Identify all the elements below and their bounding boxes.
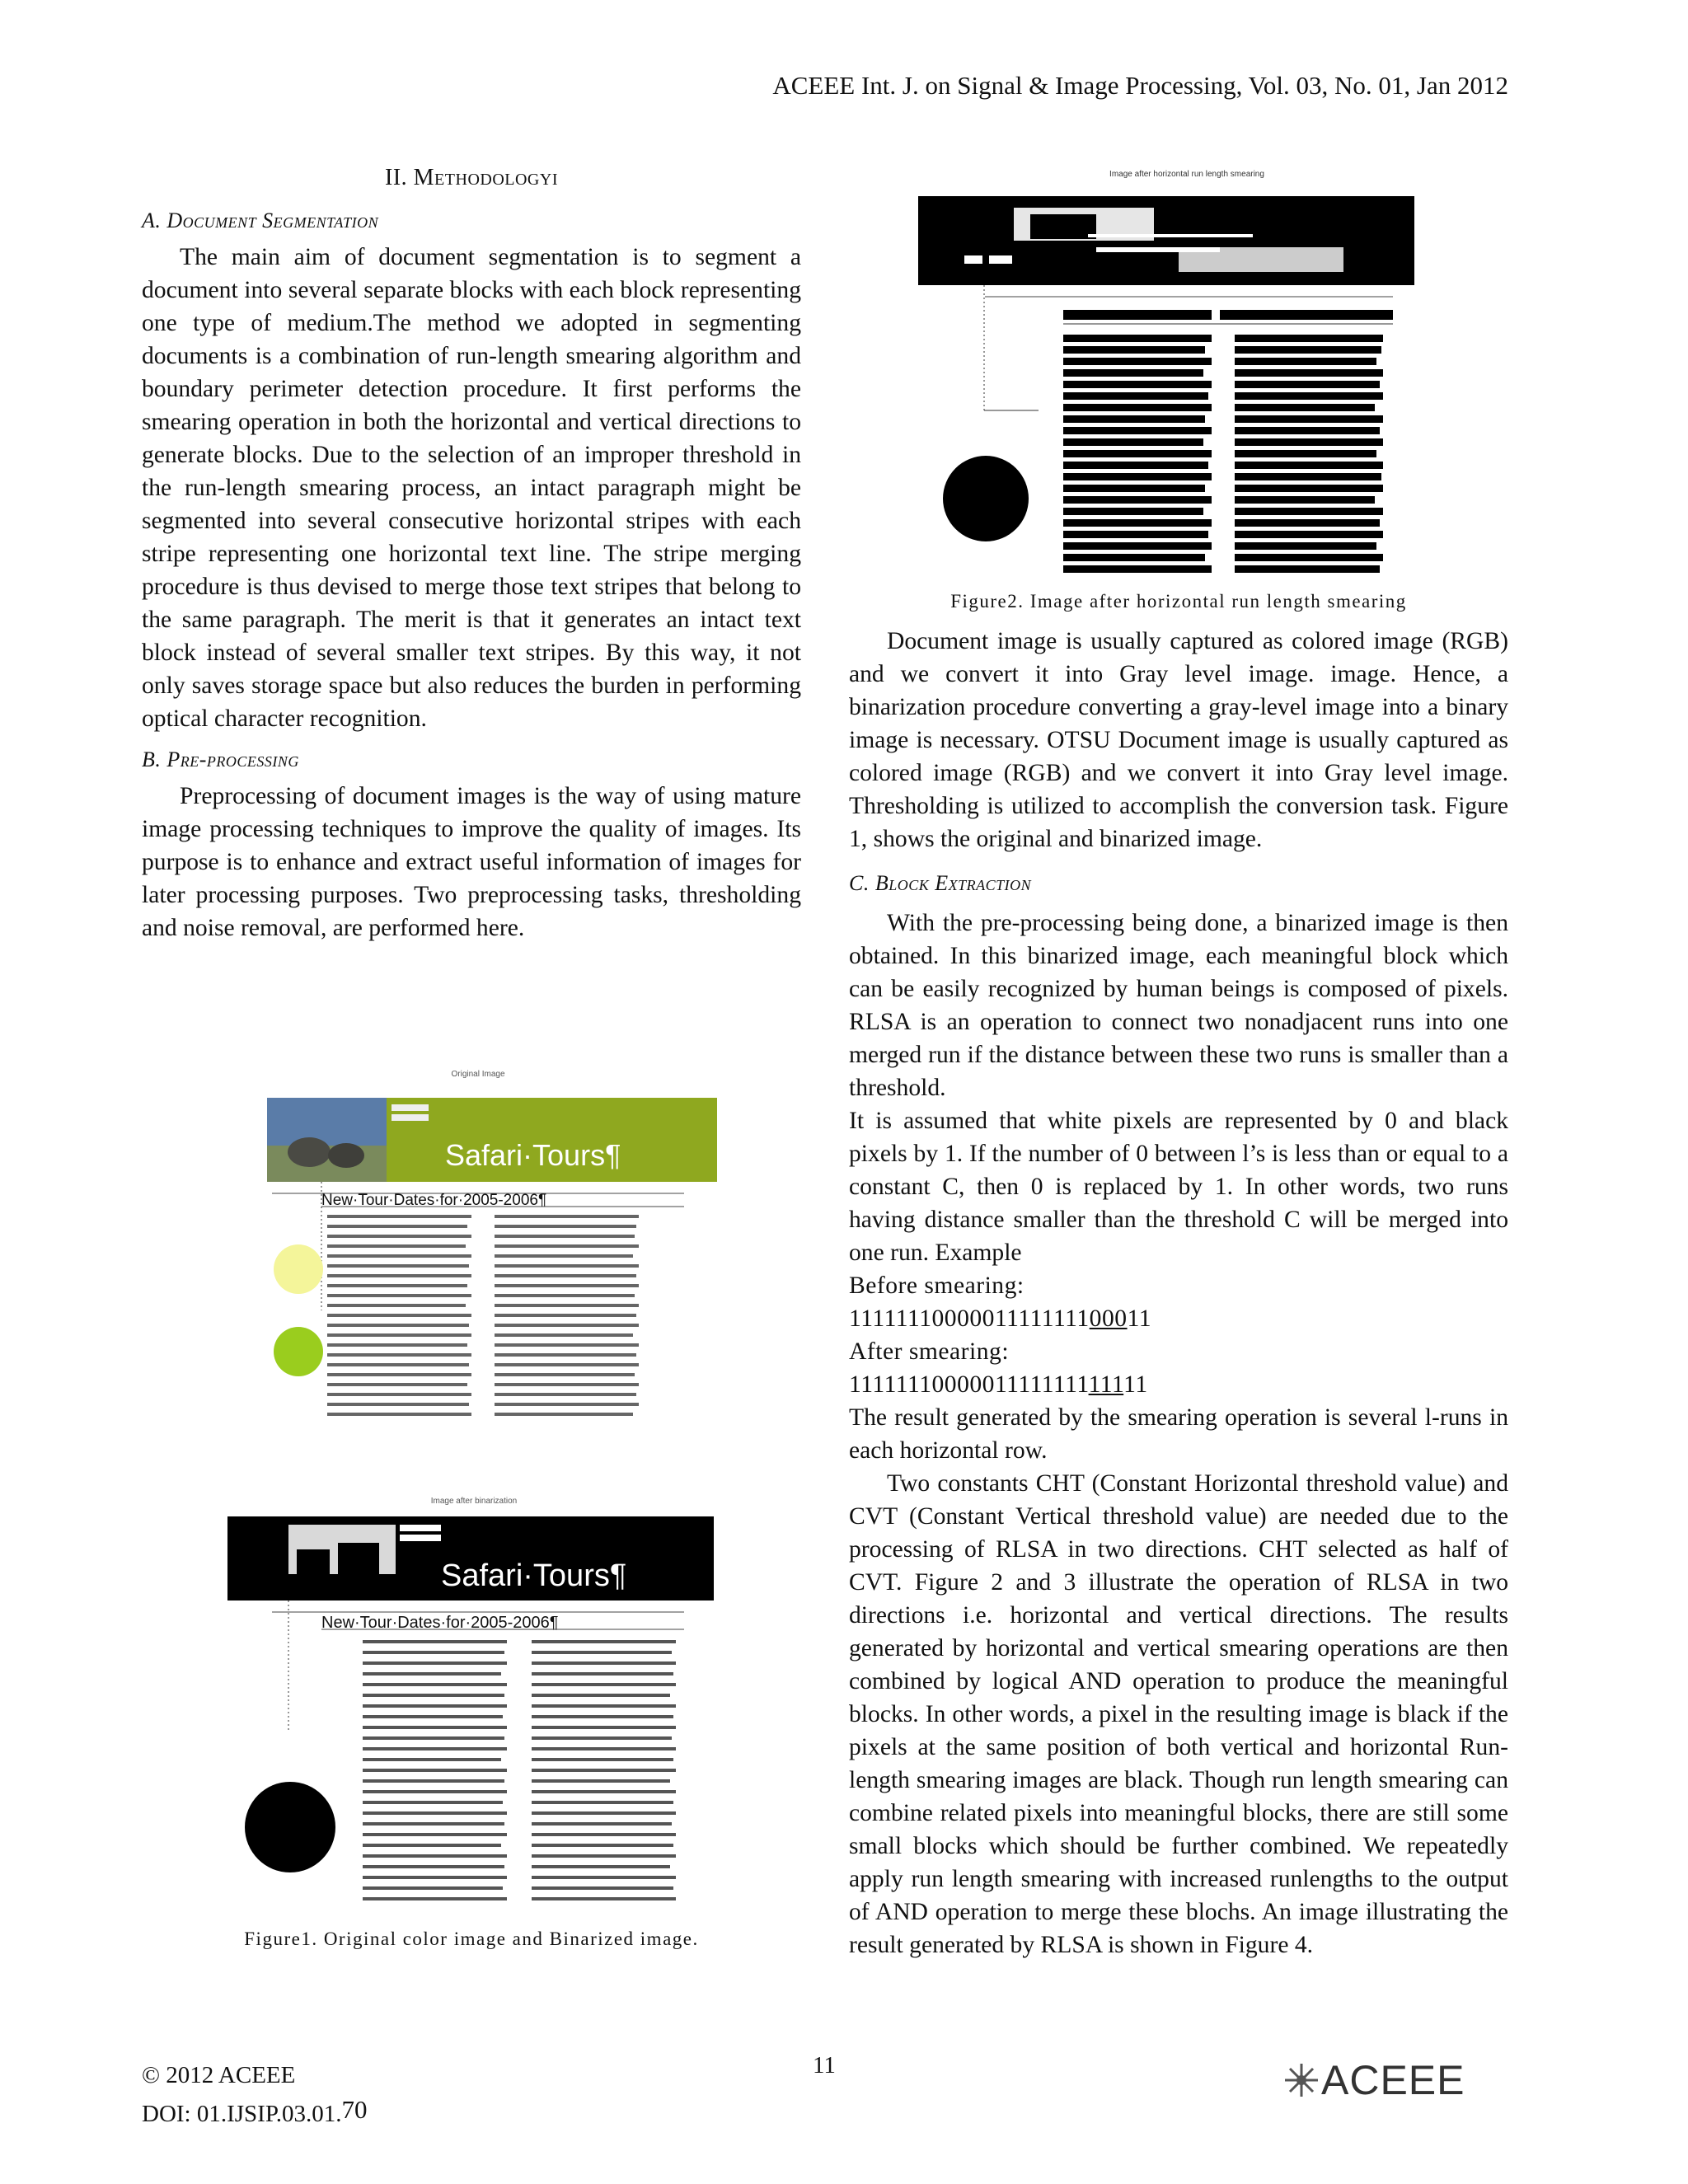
after-smearing-label: After smearing: — [849, 1338, 1010, 1365]
subsection-b-title: B. Pre-processing — [142, 748, 299, 771]
paragraph-rlsa-rule: It is assumed that white pixels are represented by 0 and black pixels by 1. If the number of 0 between l’s is less than or equal to a constant C, then 0 is replaced by 1. In other words, two runs having distance smaller than the threshold C will be merged into one run. Example — [849, 1108, 1508, 1266]
paragraph-block-extraction: With the pre-processing being done, a binarized image is then obtained. In this binarized image, each meaningful block which can be easily recognized by human beings is composed of pixels. RLSA is an operation to connect two nonadjacent runs into one merged run if the distance between these two runs is smaller than a threshold. — [849, 910, 1508, 1101]
binarized-brand-title: Safari·Tours¶ — [441, 1558, 627, 1593]
binarized-tour-dates: New·Tour·Dates·for·2005-2006¶ — [321, 1614, 559, 1632]
footer-doi: DOI: 01.IJSIP.03.01.70 — [142, 2095, 368, 2127]
paragraph-preprocessing: Preprocessing of document images is the way of using mature image processing techniques to improve the quality of images. Its purpose is to enhance and extract useful information of images for later processing purposes. Two preprocessing tasks, thresholding and noise removal, are performed here. — [142, 783, 801, 941]
subsection-c-title: C. Block Extraction — [849, 871, 1032, 895]
yellow-circle — [274, 1244, 323, 1294]
figure1-caption: Figure1. Original color image and Binarized image. — [244, 1929, 699, 1949]
black-circle — [245, 1782, 335, 1872]
paragraph-cht-cvt: Two constants CHT (Constant Horizontal threshold value) and CVT (Constant Vertical threshold value) are needed due to the processing of RLSA in two directions. CHT selected as half of CVT. Figure 2 and 3 illustrate the operation of RLSA in two directions i.e. horizontal and vertical directions. The results generated by horizontal and vertical smearing operations are then combined by logical AND operation to produce the meaningful blocks. In other words, a pixel in the resulting image is black if the pixels at the same position of both vertical and horizontal Run-length smearing images are black. Though run length smearing can combine related pixels into meaningful blocks, there are still some small blocks which should be further combined. We repeatedly apply run length smearing with increased runlengths to the output of AND operation to merge these blochs. An image illustrating the result generated by RLSA is shown in Figure 4. — [849, 1470, 1508, 1958]
paragraph-smearing-result: The result generated by the smearing operation is several l-runs in each horizontal row. — [849, 1404, 1508, 1464]
right-column — [849, 625, 1508, 1961]
footer-copyright: © 2012 ACEEE — [142, 2062, 296, 2088]
smeared-black-circle — [943, 456, 1029, 541]
binarization-label: Image after binarization — [430, 1497, 518, 1506]
tour-dates-heading: New·Tour·Dates·for·2005-2006¶ — [321, 1192, 547, 1209]
paragraph-binarization: Document image is usually captured as colored image (RGB) and we convert it into Gray level image. image. Hence, a binarization procedure converting a gray-level image into a binary image is necessary. OTSU Document image is usually captured as colored image (RGB) and we convert it into Gray level image. Thresholding is utilized to accomplish the conversion task. Figure 1, shows the original and binarized image. — [849, 628, 1508, 852]
figure2-smeared-image — [907, 165, 1451, 585]
before-smearing-label: Before smearing: — [849, 1272, 1025, 1299]
smearing-label: Image after horizontal run length smearing — [1109, 170, 1264, 179]
before-smearing-value: 1111111000001111111100011 — [849, 1305, 1152, 1332]
figure1-original-image — [223, 1063, 717, 1442]
left-column — [142, 162, 801, 944]
section-title: II. Methodologyi — [385, 165, 558, 190]
figure1-binarized-image — [223, 1492, 742, 1920]
subsection-a-title: A. Document Segmentation — [142, 209, 379, 232]
aceee-logo — [1282, 2056, 1465, 2104]
binarized-text-placeholder — [363, 1640, 676, 1900]
paragraph-document-segmentation: The main aim of document segmentation is to segment a document into several separate blocks with each block representing one type of medium.The method we adopted in segmenting documents is a combination of run-length smearing algorithm and boundary perimeter detection procedure. It first performs the smearing operation in both the horizontal and vertical directions to generate blocks. Due to the selection of an improper threshold in the run-length smearing process, an intact paragraph might be segmented into several consecutive horizontal stripes with each stripe representing one horizontal text line. The stripe merging procedure is thus devised to merge those text stripes that belong to the same paragraph. The merit is that it generates an intact text block instead of several smaller text stripes. By this way, it not only saves storage space but also reduces the burden in performing optical character recognition. — [142, 244, 801, 732]
smeared-text-rows — [1063, 335, 1383, 573]
green-circle — [274, 1327, 323, 1376]
star-logo-icon — [1282, 2060, 1321, 2100]
figure2-caption: Figure2. Image after horizontal run length smearing — [950, 591, 1407, 612]
brand-title: Safari·Tours¶ — [445, 1138, 621, 1172]
after-smearing-value: 1111111000001111111111111 — [849, 1371, 1148, 1398]
text-columns-placeholder — [327, 1215, 639, 1416]
aceee-logo-text: ACEEE — [1321, 2057, 1465, 2103]
page-number: 11 — [813, 2052, 836, 2079]
original-image-label: Original Image — [451, 1070, 505, 1079]
running-header: ACEEE Int. J. on Signal & Image Processing, Vol. 03, No. 01, Jan 2012 — [772, 71, 1508, 100]
